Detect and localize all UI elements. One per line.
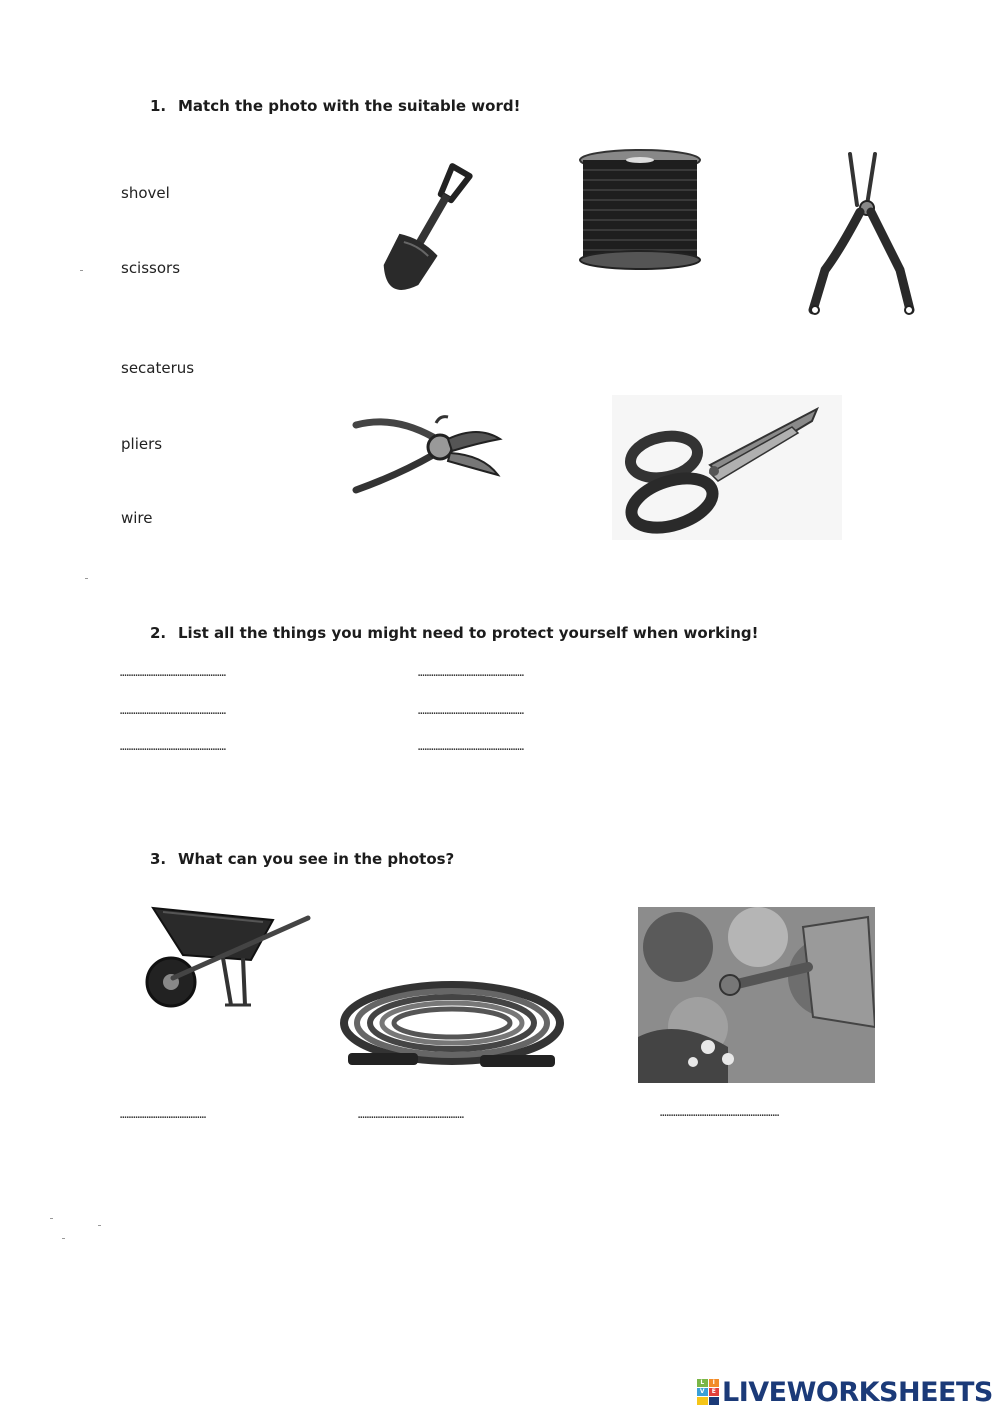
liveworksheets-logo <box>697 1377 993 1407</box>
blank-line-2-5[interactable]: ………………………………………… <box>120 740 226 753</box>
scan-speck <box>50 1218 53 1219</box>
section-1-title-text: Match the photo with the suitable word! <box>178 97 521 115</box>
word-scissors: scissors <box>121 259 181 277</box>
liveworksheets-logo-text: LIVEWORKSHEETS <box>722 1376 993 1408</box>
logo-letter: V <box>697 1388 708 1396</box>
word-secaterus: secaterus <box>121 359 195 377</box>
pliers-photo <box>805 150 920 320</box>
logo-letter: L <box>697 1379 708 1387</box>
logo-letter <box>697 1397 708 1405</box>
section-2-title-text: List all the things you might need to protect yourself when working! <box>178 624 759 642</box>
blank-line-2-4[interactable]: ………………………………………… <box>418 704 524 717</box>
garden-hose-photo <box>340 975 565 1080</box>
wire-spool-photo <box>575 148 705 273</box>
blank-line-3-1[interactable]: ………………………………… <box>120 1108 207 1121</box>
shovel-photo <box>355 152 500 307</box>
section-2-title <box>150 624 758 642</box>
blank-line-2-2[interactable]: ………………………………………… <box>418 666 524 679</box>
section-3-title-text: What can you see in the photos? <box>178 850 455 868</box>
word-shovel: shovel <box>121 184 170 202</box>
word-pliers: pliers <box>121 435 163 453</box>
scan-speck <box>80 270 83 271</box>
wheelbarrow-photo <box>133 900 313 1025</box>
watering-can-photo <box>638 907 875 1083</box>
liveworksheets-logo-icon <box>697 1379 719 1405</box>
scissors-photo <box>612 395 842 540</box>
word-wire: wire <box>121 509 153 527</box>
scan-speck <box>98 1225 101 1226</box>
logo-letter <box>709 1397 720 1405</box>
blank-line-2-3[interactable]: ………………………………………… <box>120 704 226 717</box>
blank-line-2-1[interactable]: ………………………………………… <box>120 666 226 679</box>
blank-line-3-3[interactable]: ……………………………………………… <box>660 1106 780 1119</box>
scan-speck <box>85 578 88 579</box>
logo-letter: E <box>709 1388 720 1396</box>
section-1-title <box>150 97 520 115</box>
secateurs-photo <box>348 395 513 500</box>
scan-speck <box>62 1238 65 1239</box>
section-1-number: 1. <box>150 97 167 115</box>
section-3-number: 3. <box>150 850 167 868</box>
blank-line-3-2[interactable]: ………………………………………… <box>358 1108 464 1121</box>
blank-line-2-6[interactable]: ………………………………………… <box>418 740 524 753</box>
section-3-title <box>150 850 454 868</box>
section-2-number: 2. <box>150 624 167 642</box>
logo-letter: I <box>709 1379 720 1387</box>
